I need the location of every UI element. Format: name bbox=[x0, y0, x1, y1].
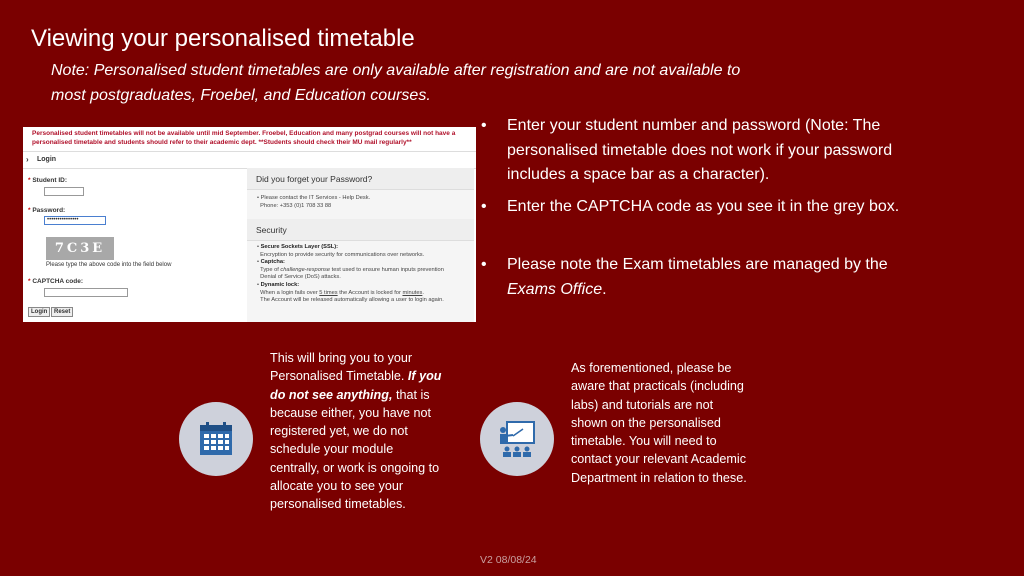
calendar-circle bbox=[179, 402, 253, 476]
student-id-label: * Student ID: bbox=[28, 177, 68, 184]
reset-button[interactable]: Reset bbox=[51, 307, 73, 317]
forgot-password-heading: Did you forget your Password? bbox=[247, 168, 474, 190]
chevron-right-icon: › bbox=[26, 155, 29, 164]
timetable-warning: Personalised student timetables will not be available until mid September. Froebel, Education and many postgrad courses will not have a personalised timetable and students should refer to their academic dept. **Students should check their MU mail regularly** bbox=[32, 130, 456, 146]
security-heading: Security bbox=[247, 219, 474, 241]
bullet-login: • Enter your student number and password (Note: The personalised timetable does not work if your password includes a space bar as a character). bbox=[481, 117, 893, 183]
bullet-captcha: • Enter the CAPTCHA code as you see it in the grey box. bbox=[481, 198, 900, 215]
helpdesk-info: • Please contact the IT Services - Help Desk. Phone: +353 (0)1 708 33 88 bbox=[257, 195, 371, 209]
captcha-hint: Please type the above code into the field below bbox=[46, 262, 172, 268]
bullet-exams: • Please note the Exam timetables are managed by the Exams Office. bbox=[481, 256, 888, 298]
captcha-code-label: * CAPTCHA code: bbox=[28, 278, 84, 285]
password-label: * Password: bbox=[28, 207, 66, 214]
password-input[interactable]: ••••••••••••••• bbox=[44, 216, 106, 225]
login-button[interactable]: Login bbox=[28, 307, 50, 317]
login-header bbox=[23, 151, 476, 169]
timetable-info-text: This will bring you to your Personalised Timetable. If you do not see anything, that is because either, you have not registered yet, we do not schedule your module centrally, or work is ongoing to allocate you to see your personalised timetables. bbox=[270, 351, 442, 512]
version-footer: V2 08/08/24 bbox=[480, 554, 537, 566]
slide-note: Note: Personalised student timetables are only available after registration and are not available to most postgraduates, Froebel, and Education courses. bbox=[51, 62, 741, 104]
captcha-image: 7C3E bbox=[46, 237, 114, 260]
student-id-input[interactable] bbox=[44, 187, 84, 196]
login-heading: Login bbox=[37, 156, 57, 163]
calendar-icon bbox=[196, 419, 236, 459]
security-info: • Secure Sockets Layer (SSL): Encryption to provide security for communications over networks. • Captcha: Type of challenge-response test used to ensure human inputs prevention Denial of Service (DoS) attacks. • Dynamic lock: When a login fails over 5 times the Account is locked for minutes. The Account will be released automatically allowing a user to login again. bbox=[257, 244, 444, 304]
classroom-circle bbox=[480, 402, 554, 476]
classroom-icon bbox=[497, 419, 537, 459]
practicals-info-text: As forementioned, please be aware that practicals (including labs) and tutorials are not shown on the personalised timetable. You will need to contact your relevant Academic Department in relation to these. bbox=[571, 361, 747, 485]
captcha-input[interactable] bbox=[44, 288, 128, 297]
slide-title: Viewing your personalised timetable bbox=[31, 25, 415, 52]
help-sidebar bbox=[247, 168, 474, 322]
login-screenshot bbox=[23, 127, 476, 322]
